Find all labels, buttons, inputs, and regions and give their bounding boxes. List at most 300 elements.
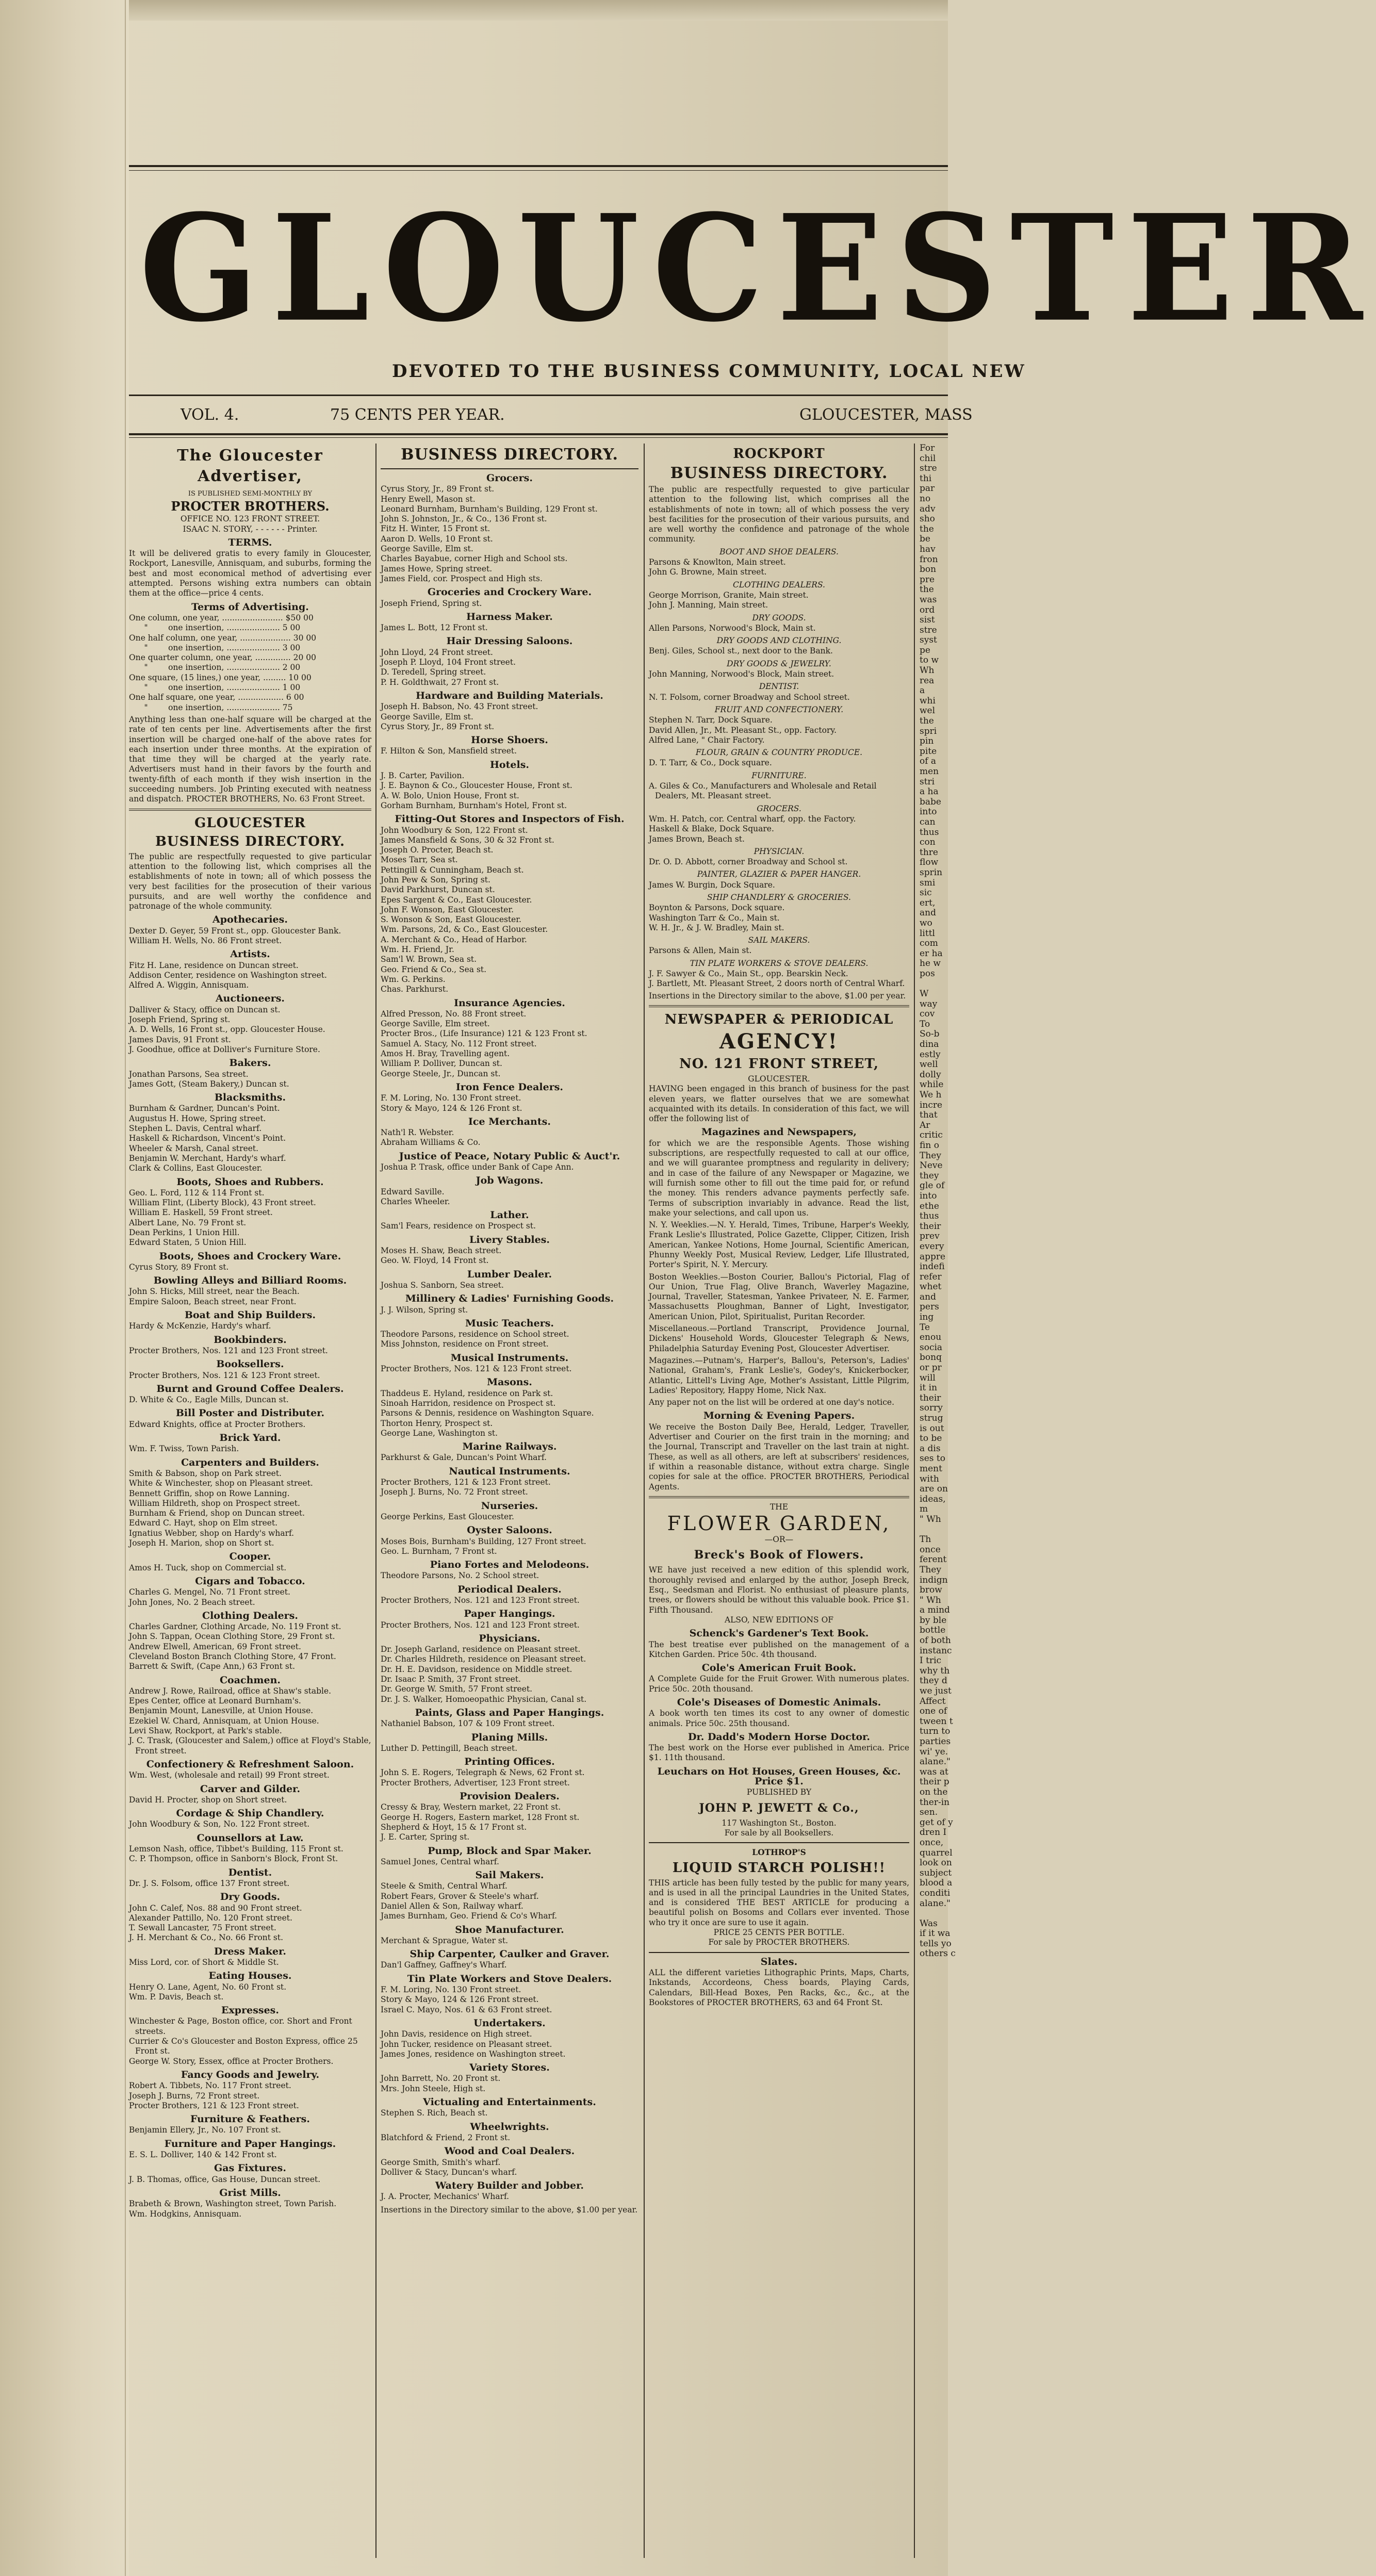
directory-entry: F. Hilton & Son, Mansfield street. — [381, 746, 517, 756]
advertising-rate-line: One column, one year, ........................ $50 00 — [129, 613, 314, 622]
column-rockport-ads — [649, 444, 909, 2558]
directory-entry: Mrs. John Steele, High st. — [381, 2083, 486, 2093]
directory-category-heading: Eating Houses. — [208, 1970, 292, 1982]
fragment-line: and — [920, 908, 936, 918]
fragment-line: men — [920, 766, 939, 777]
directory-entry: Stephen N. Tarr, Dock Square. — [649, 715, 773, 725]
fragment-line: wel — [920, 705, 936, 716]
fragment-line: a mind — [920, 1605, 950, 1616]
fragment-line: fin o — [920, 1140, 939, 1151]
directory-category-heading: Coachmen. — [219, 1674, 281, 1686]
fragment-line: wi' ye. — [920, 1746, 948, 1757]
fragment-line: brow — [920, 1585, 942, 1596]
fragment-line: incre — [920, 1100, 943, 1110]
directory-category-heading: FLOUR, GRAIN & COUNTRY PRODUCE. — [695, 748, 863, 758]
directory-category-heading: Bakers. — [229, 1057, 271, 1069]
directory-entry: J. Goodhue, office at Dolliver's Furniture Store. — [129, 1044, 320, 1054]
fragment-line: strug — [920, 1413, 943, 1423]
fragment-line: Was — [920, 1918, 938, 1929]
directory-entry: Augustus H. Howe, Spring street. — [129, 1113, 266, 1123]
directory-entry: Procter Brothers, Nos. 121 & 123 Front street. — [129, 1370, 320, 1380]
directory-entry: Story & Mayo, 124 & 126 Front st. — [381, 1103, 522, 1113]
directory-entry: Dr. J. S. Folsom, office 137 Front street. — [129, 1878, 290, 1888]
directory-footer: Insertions in the Directory similar to the above, $1.00 per year. — [381, 2205, 638, 2214]
fragment-line: why th — [920, 1665, 950, 1676]
masthead-dedication: DEVOTED TO THE BUSINESS COMMUNITY, LOCAL NEW — [392, 361, 1026, 382]
fragment-line: ert, — [920, 897, 936, 908]
directory-entry: Cleveland Boston Branch Clothing Store, 47 Front. — [129, 1651, 336, 1661]
flower-garden-title: FLOWER GARDEN, — [667, 1512, 891, 1535]
directory-category-heading: BOOT AND SHOE DEALERS. — [719, 547, 839, 556]
directory-entry: John S. Johnston, Jr., & Co., 136 Front st. — [381, 514, 547, 524]
directory-entry: Procter Brothers, 121 & 123 Front street. — [381, 1478, 551, 1487]
fragment-line: For — [920, 443, 935, 453]
directory-entry: William Hildreth, shop on Prospect street. — [129, 1498, 300, 1508]
directory-entry: James Gott, (Steam Bakery,) Duncan st. — [129, 1079, 289, 1089]
directory-entry: Stephen L. Davis, Central wharf. — [129, 1124, 262, 1134]
fragment-line: by ble — [920, 1615, 947, 1626]
directory-category-heading: Nurseries. — [481, 1500, 538, 1512]
directory-entry: F. M. Loring, No. 130 Front street. — [381, 1093, 521, 1103]
directory-entry: Parsons & Knowlton, Main street. — [649, 557, 786, 567]
fragment-line: Neve — [920, 1160, 943, 1171]
directory-category-heading: Apothecaries. — [212, 914, 288, 926]
fragment-line: a ha — [920, 786, 939, 797]
directory-listings — [129, 915, 371, 2219]
fragment-line: bottle — [920, 1625, 946, 1636]
fragment-line: thi — [920, 473, 932, 484]
directory-category-heading: Printing Offices. — [464, 1756, 555, 1768]
directory-entry: Amos H. Bray, Travelling agent. — [381, 1049, 510, 1059]
fragment-line: littl — [920, 928, 935, 939]
advertising-note: Anything less than one-half square will be charged at the rate of ten cents per line. Advertisements after the first insertion will be charged one-half of the above rates for each insertion under three months. At the expiration of that time they will be charged at the yearly rate. Advertisers must hand in their favors by the fourth and twenty-fifth of each month if they wish insertion in the succeeding numbers. Job Printing executed with neatness and dispatch. PROCTER BROTHERS, No. 63 Front Street. — [129, 714, 371, 804]
info-top-rule — [129, 395, 948, 396]
directory-category-heading: Cigars and Tobacco. — [195, 1575, 305, 1587]
directory-entry: Burnham & Gardner, Duncan's Point. — [129, 1104, 280, 1113]
directory-entry: J. B. Carter, Pavilion. — [381, 771, 465, 781]
fragment-line: get of y — [920, 1817, 953, 1828]
directory-category-heading: Lumber Dealer. — [467, 1268, 552, 1280]
directory-entry: E. S. L. Dolliver, 140 & 142 Front st. — [129, 2150, 277, 2160]
directory-category-heading: Cooper. — [229, 1551, 271, 1563]
directory-entry: Henry Ewell, Mason st. — [381, 494, 476, 504]
directory-entry: Joseph H. Marion, shop on Short st. — [129, 1538, 274, 1548]
directory-category-heading: Bowling Alleys and Billiard Rooms. — [153, 1275, 347, 1287]
fragment-line: Th — [920, 1534, 931, 1545]
fragment-line: pin — [920, 736, 934, 747]
column-cutoff-fragment — [920, 443, 956, 2558]
rockport-footer: Insertions in the Directory similar to the above, $1.00 per year. — [649, 991, 906, 1000]
fragment-line: pers — [920, 1302, 939, 1312]
directory-entry: Procter Bros., (Life Insurance) 121 & 123 Front st. — [381, 1029, 587, 1039]
directory-entry: Moses Bois, Burnham's Building, 127 Front street. — [381, 1536, 586, 1546]
directory-entry: S. Wonson & Son, East Gloucester. — [381, 915, 521, 925]
directory-entry: Joshua S. Sanborn, Sea street. — [381, 1280, 504, 1290]
publication-place: GLOUCESTER, MASS — [799, 406, 973, 424]
directory-entry: Levi Shaw, Rockport, at Park's stable. — [129, 1726, 282, 1736]
fragment-line: sic — [920, 888, 932, 898]
torn-edge — [125, 0, 126, 2576]
fragment-line: others c — [920, 1948, 956, 1959]
directory-entry: Edward Saville. — [381, 1187, 445, 1196]
fragment-line: their p — [920, 1777, 949, 1787]
section-rule — [649, 1842, 909, 1843]
volume-number: VOL. 4. — [181, 406, 239, 424]
advertising-rate-line: One square, (15 lines,) one year, ......... 10 00 — [129, 672, 312, 682]
directory-entry: John Lloyd, 24 Front street. — [381, 647, 493, 657]
agency-address: NO. 121 FRONT STREET, — [679, 1056, 879, 1072]
fragment-line: " Wh — [920, 1514, 941, 1524]
directory-entry: Geo. L. Ford, 112 & 114 Front st. — [129, 1188, 265, 1197]
fragment-line: com — [920, 938, 938, 949]
directory-entry: J. E. Baynon & Co., Gloucester House, Front st. — [381, 781, 572, 791]
directory-category-heading: Carver and Gilder. — [200, 1783, 301, 1795]
directory-entry: John Davis, residence on High street. — [381, 2029, 532, 2039]
fragment-line — [920, 1909, 948, 1919]
directory-entry: Dan'l Gaffney, Gaffney's Wharf. — [381, 1960, 507, 1970]
directory-entry: Luther D. Pettingill, Beach street. — [381, 1743, 518, 1753]
advertising-heading: Terms of Advertising. — [191, 601, 309, 613]
fragment-line: quarrel — [920, 1847, 953, 1858]
directory-entry: D. Teredell, Spring street. — [381, 667, 486, 677]
directory-category-heading: Undertakers. — [473, 2017, 546, 2029]
directory-entry: David Allen, Jr., Mt. Pleasant St., opp. Factory. — [649, 725, 837, 735]
directory-entry: John S. Hicks, Mill street, near the Beach. — [129, 1287, 300, 1297]
fragment-line: So-b — [920, 1029, 940, 1040]
directory-entry: Winchester & Page, Boston office, cor. Short and Front streets. — [129, 2016, 352, 2036]
fragment-line: dolly — [920, 1069, 941, 1080]
directory-entry: Smith & Babson, shop on Park street. — [129, 1468, 282, 1478]
fragment-line: hav — [920, 544, 936, 554]
directory-entry: Wm. G. Perkins. — [381, 974, 446, 984]
directory-category-heading: Gas Fixtures. — [214, 2162, 286, 2174]
printer-line: ISAAC N. STORY, - - - - - - Printer. — [183, 524, 318, 534]
fragment-line: no — [920, 493, 931, 504]
directory-entry: Sam'l Fears, residence on Prospect st. — [381, 1221, 536, 1231]
directory-entry: William E. Haskell, 59 Front street. — [129, 1208, 273, 1218]
slates-text: ALL the different varieties Lithographic Prints, Maps, Charts, Inkstands, Accordeons, Chess boards, Playing Cards, Calendars, Bill-Head Boxes, Pen Racks, &c., &c., at the Bookstores of PROCTER BROTHERS, 63 and 64 Front St. — [649, 1967, 909, 2007]
magazines-heading: Magazines and Newspapers, — [701, 1126, 857, 1138]
directory-entry: Cyrus Story, 89 Front st. — [129, 1262, 229, 1272]
advertising-rate-line: " one insertion, ..................... 2 00 — [129, 663, 301, 672]
fragment-line: we just — [920, 1686, 952, 1697]
directory-entry: Thaddeus E. Hyland, residence on Park st. — [381, 1388, 553, 1398]
fragment-line: sorry — [920, 1403, 943, 1414]
directory-category-heading: DRY GOODS. — [752, 613, 806, 622]
column-divider — [375, 444, 376, 2558]
column-divider — [914, 444, 915, 2558]
directory-entry: Joseph J. Burns, No. 72 Front street. — [381, 1487, 528, 1497]
directory-entry: Charles G. Mengel, No. 71 Front street. — [129, 1587, 290, 1597]
directory-entry: J. C. Trask, (Gloucester and Salem,) office at Floyd's Stable, Front street. — [129, 1736, 371, 1755]
directory-entry: J. E. Carter, Spring st. — [381, 1832, 470, 1842]
fragment-line: thre — [920, 847, 938, 858]
directory-entry: A. W. Bolo, Union House, Front st. — [381, 791, 519, 800]
directory-category-heading: Booksellers. — [216, 1358, 284, 1370]
directory-entry: Henry O. Lane, Agent, No. 60 Front st. — [129, 1982, 287, 1992]
fragment-line: pos — [920, 968, 935, 979]
directory-entry: Aaron D. Wells, 10 Front st. — [381, 534, 493, 544]
jewett-name: JOHN P. JEWETT & Co., — [699, 1801, 859, 1815]
directory-entry: J. J. Wilson, Spring st. — [381, 1305, 468, 1315]
agency-heading: NEWSPAPER & PERIODICAL — [664, 1011, 894, 1027]
fragment-line: the — [920, 523, 934, 534]
section-rule — [129, 809, 371, 811]
directory-entry: Joshua P. Trask, office under Bank of Cape Ann. — [381, 1162, 574, 1172]
fragment-line: indign — [920, 1574, 948, 1585]
advertising-rate-line: " one insertion, ..................... 1 00 — [129, 683, 301, 693]
fragment-line: is out — [920, 1423, 944, 1434]
directory-category-heading: Paper Hangings. — [464, 1608, 555, 1620]
flower-the: THE — [769, 1502, 789, 1512]
fragment-line: will — [920, 1372, 936, 1383]
directory-entry: Wm. H. Friend, Jr. — [381, 945, 454, 955]
agency-title: AGENCY! — [719, 1029, 839, 1054]
directory-entry: White & Winchester, shop on Pleasant street. — [129, 1479, 313, 1488]
directory-entry: Ignatius Webber, shop on Hardy's wharf. — [129, 1528, 294, 1538]
masthead-top-rule — [129, 165, 948, 167]
directory-entry: Benj. Giles, School st., next door to the Bank. — [649, 646, 833, 656]
directory-category-heading: Nautical Instruments. — [449, 1465, 570, 1477]
directory-category-heading: Expresses. — [221, 2005, 279, 2016]
papers-text: We receive the Boston Daily Bee, Herald, Ledger, Traveller, Advertiser and Courier on the first train in the morning; and the Journal, Transcript and Traveller on the last train at night. These, as well as all others, are left at subscribers' residences, if within a reasonable distance, without extra charge. Single copies for sale at the office. PROCTER BROTHERS, Periodical Agents. — [649, 1422, 909, 1491]
fragment-line: wo — [920, 917, 932, 928]
directory-intro: The public are respectfully requested to give particular attention to the following list, which comprises all the establishments of note in town; all of which possess the very best facilities for the prosecution of their various pursuits, and are well worthy the confidence and patronage of the whole community. — [129, 851, 371, 911]
directory-entry: D. T. Tarr, & Co., Dock square. — [649, 758, 772, 768]
directory-entry: Epes Center, office at Leonard Burnham's. — [129, 1696, 301, 1706]
directory-entry: Abraham Williams & Co. — [381, 1138, 481, 1147]
directory-category-heading: Auctioneers. — [215, 993, 285, 1005]
starch-text: THIS article has been fully tested by the public for many years, and is used in all the principal Laundries in the United States, and is considered THE BEST ARTICLE for producing a beautiful polish on Bosoms and Collars ever invented. Those who try it once are sure to use it again. — [649, 1878, 909, 1927]
fragment-line: once, — [920, 1837, 944, 1848]
directory-entry: Wm. Hodgkins, Annisquam. — [129, 2209, 242, 2219]
directory-category-heading: Wood and Coal Dealers. — [444, 2145, 575, 2157]
paper-fold — [0, 0, 948, 21]
directory-entry: Geo. W. Floyd, 14 Front st. — [381, 1256, 489, 1266]
fragment-line: way — [920, 998, 938, 1009]
fragment-line: whet — [920, 1282, 942, 1292]
directory-entry: J. F. Sawyer & Co., Main St., opp. Bearskin Neck. — [649, 969, 848, 979]
fragment-line: one of — [920, 1706, 947, 1717]
directory-entry: Procter Brothers, Nos. 121 and 123 Front street. — [381, 1620, 580, 1630]
directory-category-heading: Lather. — [490, 1209, 529, 1221]
directory-entry: Dolliver & Stacy, Duncan's wharf. — [381, 2167, 517, 2177]
directory-entry: James L. Bott, 12 Front st. — [381, 623, 488, 633]
directory-category-heading: Musical Instruments. — [450, 1352, 569, 1364]
fragment-line: smi — [920, 877, 936, 888]
advertising-rate-line: " one insertion, ..................... 5 00 — [129, 623, 301, 633]
section-rule — [649, 1952, 909, 1953]
fragment-line: they — [920, 1170, 939, 1181]
fragment-line: m — [920, 1504, 928, 1515]
directory-category-heading: Sail Makers. — [475, 1869, 544, 1881]
business-directory-title: BUSINESS DIRECTORY. — [401, 446, 618, 464]
fragment-line: refer — [920, 1271, 942, 1282]
directory-entry: Nathaniel Babson, 107 & 109 Front street. — [381, 1719, 555, 1729]
directory-category-heading: Grist Mills. — [219, 2187, 281, 2198]
directory-entry: Pettingill & Cunningham, Beach st. — [381, 865, 524, 875]
directory-entry: Joseph Friend, Spring st. — [381, 598, 482, 608]
directory-entry: Dr. O. D. Abbott, corner Broadway and School st. — [649, 857, 848, 867]
fragment-line: to be — [920, 1433, 942, 1444]
directory-category-heading: DENTIST. — [759, 682, 799, 692]
directory-entry: Joseph J. Burns, 72 Front street. — [129, 2091, 260, 2101]
fragment-line: Wh — [920, 665, 935, 676]
directory-category-heading: Iron Fence Dealers. — [455, 1081, 564, 1093]
fragment-line: sen. — [920, 1807, 938, 1818]
fragment-line: appre — [920, 1251, 946, 1262]
fragment-line: dina — [920, 1039, 939, 1050]
fragment-line: indefi — [920, 1261, 945, 1272]
directory-entry: James Jones, residence on Washington street. — [381, 2049, 566, 2059]
directory-entry: A. Giles & Co., Manufacturers and Wholesale and Retail Dealers, Mt. Pleasant street. — [649, 781, 877, 801]
published-by-line: PUBLISHED BY — [746, 1787, 812, 1797]
directory-category-heading: Periodical Dealers. — [457, 1583, 562, 1595]
column-business-directory — [381, 444, 638, 2558]
directory-category-heading: Oyster Saloons. — [467, 1524, 552, 1536]
directory-category-heading: DRY GOODS & JEWELRY. — [727, 659, 831, 668]
fragment-line: are on — [920, 1484, 948, 1495]
fragment-line: their — [920, 1392, 941, 1403]
directory-entry: Fitz H. Winter, 15 Front st. — [381, 524, 490, 534]
breck-text: WE have just received a new edition of this splendid work, thoroughly revised and enlarged by the author, Joseph Breck, Esq., Seedsman and Florist. No enthusiast of pleasure plants, trees, or flowers should be without this valuable book. Price $1. Fifth Thousand. — [649, 1565, 909, 1615]
directory-entry: George Saville, Elm street. — [381, 1019, 490, 1029]
fragment-line: dren I — [920, 1827, 947, 1838]
directory-entry: Addison Center, residence on Washington street. — [129, 970, 327, 980]
directory-entry: Barrett & Swift, (Cape Ann,) 63 Front st. — [129, 1662, 296, 1671]
directory-entry: Story & Mayo, 124 & 126 Front street. — [381, 1995, 539, 2005]
directory-entry: Alexander Pattillo, No. 120 Front street. — [129, 1913, 292, 1923]
cole-diseases-text: A book worth ten times its cost to any owner of domestic animals. Price 50c. 25th thousand. — [649, 1709, 909, 1728]
fragment-line: or pr — [920, 1363, 942, 1373]
flower-or: —OR— — [764, 1535, 794, 1545]
directory-entry: Washington Tarr & Co., Main st. — [649, 913, 780, 923]
directory-entry: Albert Lane, No. 79 Front st. — [129, 1218, 247, 1227]
fragment-line: thus — [920, 827, 939, 838]
directory-category-heading: Bookbinders. — [214, 1334, 287, 1346]
directory-entry: John Jones, No. 2 Beach street. — [129, 1597, 255, 1607]
fragment-line: if it wa — [920, 1928, 951, 1939]
directory-category-heading: Wheelwrights. — [470, 2121, 549, 2132]
directory-entry: Wm. P. Davis, Beach st. — [129, 1992, 224, 2001]
directory-entry: David Parkhurst, Duncan st. — [381, 885, 495, 895]
fragment-line: pre — [920, 574, 935, 585]
directory-category-heading: Masons. — [487, 1376, 532, 1388]
directory-category-heading: Hardware and Building Materials. — [416, 690, 603, 701]
fragment-line: alane." — [920, 1757, 951, 1767]
directory-entry: D. White & Co., Eagle Mills, Duncan st. — [129, 1395, 289, 1405]
directory-entry: George Perkins, East Gloucester. — [381, 1512, 514, 1521]
directory-entry: Joseph Friend, Spring st. — [129, 1015, 231, 1025]
starch-sale: For sale by PROCTER BROTHERS. — [708, 1938, 850, 1947]
directory-entry: Moses Tarr, Sea st. — [381, 855, 458, 865]
fragment-line: bon — [920, 564, 937, 575]
directory-category-heading: Brick Yard. — [219, 1432, 281, 1444]
section-rule — [649, 1496, 909, 1498]
directory-entry: John Woodbury & Son, No. 122 Front street. — [129, 1819, 310, 1829]
fragment-line: he w — [920, 958, 941, 969]
directory-entry: Haskell & Richardson, Vincent's Point. — [129, 1134, 286, 1143]
directory-entry: Sinoah Harridon, residence on Prospect st. — [381, 1398, 556, 1408]
fragment-line: enou — [920, 1332, 942, 1343]
fragment-line: I tric — [920, 1655, 942, 1666]
directory-listings — [381, 473, 638, 2202]
miscellaneous-papers: Miscellaneous.—Portland Transcript, Providence Journal, Dickens' Household Words, Gloucester Telegraph & News, Philadelphia Saturday Evening Post, Gloucester Advertiser. — [649, 1324, 909, 1353]
directory-entry: Dalliver & Stacy, office on Duncan st. — [129, 1005, 281, 1014]
fragment-line: every — [920, 1241, 944, 1252]
directory-category-heading: Livery Stables. — [469, 1234, 550, 1245]
directory-entry: Procter Brothers, Nos. 121 & 123 Front street. — [381, 1364, 572, 1374]
starch-title: LIQUID STARCH POLISH!! — [672, 1860, 886, 1876]
starch-price: PRICE 25 CENTS PER BOTTLE. — [713, 1928, 845, 1938]
directory-entry: Procter Brothers, Nos. 121 and 123 Front street. — [381, 1595, 580, 1605]
directory-entry: James W. Burgin, Dock Square. — [649, 880, 775, 890]
fragment-line: of a — [920, 756, 937, 767]
directory-entry: Epes Sargent & Co., East Gloucester. — [381, 895, 532, 905]
directory-entry: J. H. Merchant & Co., No. 66 Front st. — [129, 1933, 284, 1943]
directory-entry: Amos H. Tuck, shop on Commercial st. — [129, 1563, 287, 1572]
fragment-line: ethe — [920, 1201, 939, 1211]
fragment-line: alane." — [920, 1898, 951, 1909]
directory-entry: Wheeler & Marsh, Canal street. — [129, 1143, 259, 1153]
fragment-line — [920, 1525, 948, 1535]
directory-category-heading: Dentist. — [228, 1866, 272, 1878]
directory-entry: Miss Lord, cor. of Short & Middle St. — [129, 1958, 279, 1967]
directory-entry: Alfred A. Wiggin, Annisquam. — [129, 980, 249, 990]
directory-category-heading: CLOTHING DEALERS. — [733, 580, 825, 589]
directory-category-heading: Boots, Shoes and Crockery Ware. — [159, 1250, 341, 1262]
fragment-line: ment — [920, 1463, 942, 1474]
page-margin — [0, 0, 129, 2576]
directory-entry: Haskell & Blake, Dock Square. — [649, 824, 774, 834]
directory-category-heading: Variety Stores. — [469, 2062, 550, 2074]
fragment-line: thus — [920, 1211, 939, 1222]
directory-entry: George Lane, Washington st. — [381, 1428, 498, 1438]
directory-category-heading: Furniture & Feathers. — [190, 2113, 310, 2125]
directory-category-heading: Furniture and Paper Hangings. — [164, 2138, 336, 2150]
fragment-line: ideas, — [920, 1494, 946, 1504]
fragment-line: to w — [920, 655, 939, 666]
directory-entry: Wm. Parsons, 2d, & Co., East Gloucester. — [381, 925, 548, 934]
directory-entry: Miss Johnston, residence on Front street. — [381, 1339, 549, 1349]
fragment-line: Affect — [920, 1696, 946, 1707]
directory-entry: Merchant & Sprague, Water st. — [381, 1935, 509, 1945]
fragment-line: flow — [920, 857, 939, 868]
directory-entry: Dr. Joseph Garland, residence on Pleasant street. — [381, 1645, 581, 1654]
directory-entry: Andrew Elwell, American, 69 Front street. — [129, 1642, 301, 1651]
directory-listings — [649, 547, 909, 989]
directory-entry: Shepherd & Hoyt, 15 & 17 Front st. — [381, 1822, 527, 1832]
directory-category-heading: Provision Dealers. — [460, 1791, 560, 1802]
fragment-line: was at — [920, 1766, 948, 1777]
directory-category-heading: Shoe Manufacturer. — [455, 1924, 564, 1935]
slates-heading: Slates. — [760, 1956, 798, 1967]
directory-category-heading: PAINTER, GLAZIER & PAPER HANGER. — [697, 869, 861, 879]
directory-entry: James Mansfield & Sons, 30 & 32 Front st. — [381, 835, 554, 845]
directory-subheading: BUSINESS DIRECTORY. — [155, 833, 346, 849]
fragment-line: critic — [920, 1130, 943, 1141]
fragment-line: a — [920, 685, 925, 696]
directory-entry: George Morrison, Granite, Main street. — [649, 590, 809, 600]
fragment-line: pe — [920, 645, 930, 655]
directory-entry: Steele & Smith, Central Wharf. — [381, 1881, 507, 1891]
directory-entry: Alfred Lane, " Chair Factory. — [649, 735, 765, 745]
directory-entry: Hardy & McKenzie, Hardy's wharf. — [129, 1321, 271, 1331]
directory-entry: John Barrett, No. 20 Front st. — [381, 2074, 501, 2083]
fragment-line: Te — [920, 1322, 930, 1333]
directory-category-heading: Hotels. — [489, 759, 530, 770]
advertising-rates — [129, 613, 371, 713]
